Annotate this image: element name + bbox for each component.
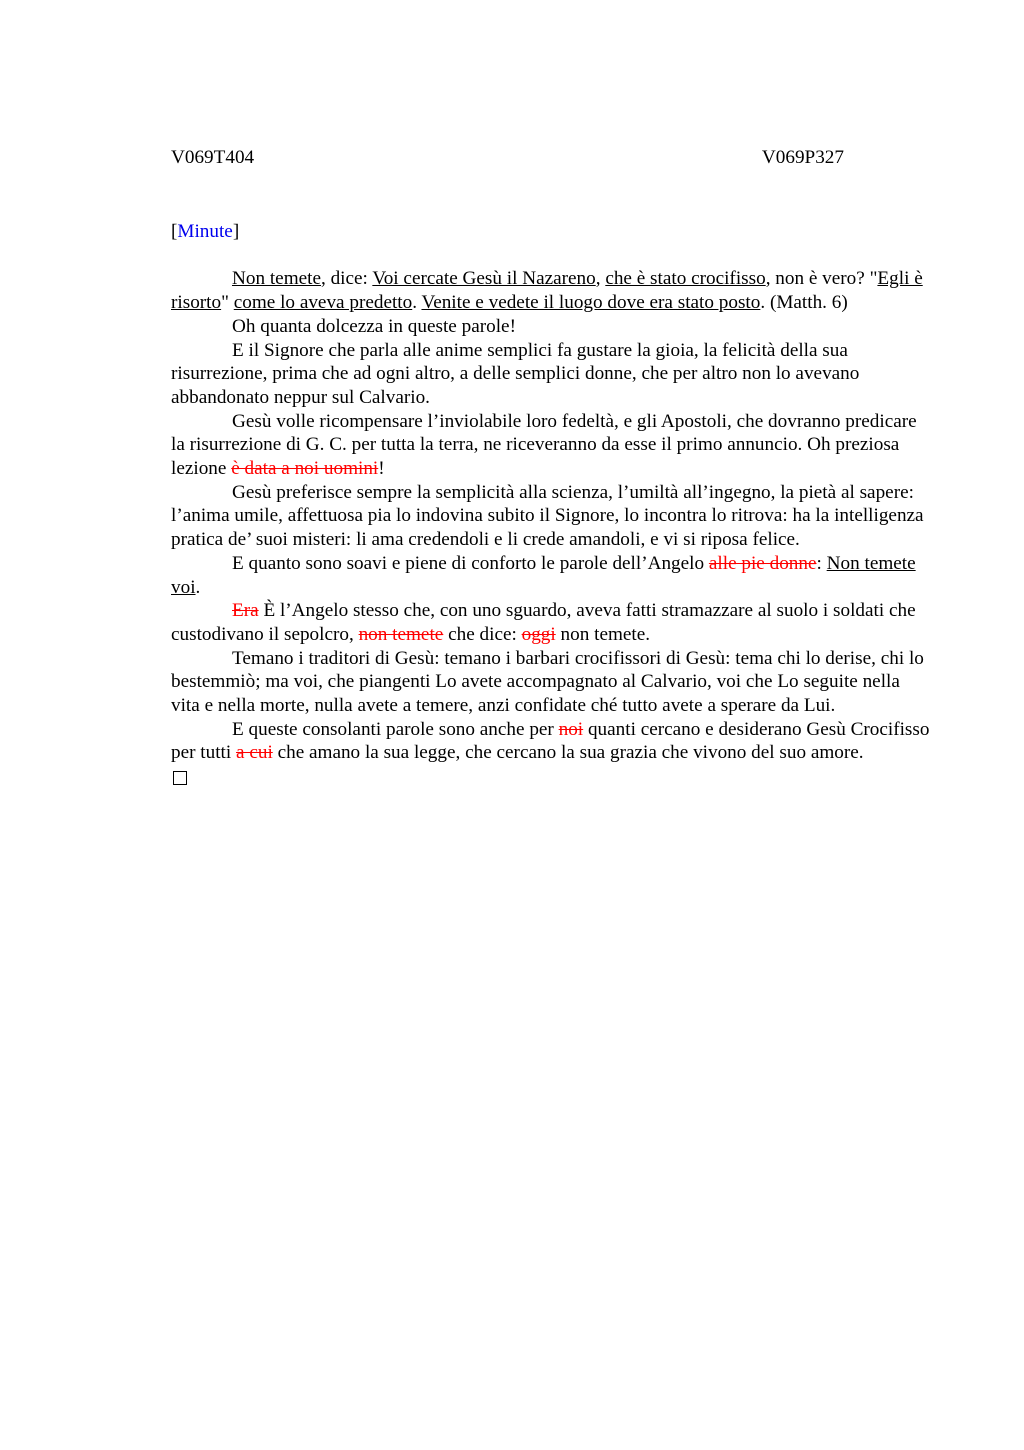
underlined-phrase: Non temete	[232, 268, 321, 290]
text-run: Gesù volle ricompensare l’inviolabile loro fedeltà, e gli Apostoli, che dovranno predicare la risurrezione di G. C. per tutta la terra, ne riceveranno da esse il primo annuncio. Oh preziosa lezione	[171, 410, 917, 480]
text-run: .	[195, 576, 201, 598]
body-text	[171, 267, 931, 791]
underlined-phrase: Non temete voi	[171, 552, 916, 598]
section-label	[171, 220, 931, 244]
paragraph-3: E il Signore che parla alle anime semplici fa gustare la gioia, la felicità della sua risurrezione, prima che ad ogni altro, a delle semplici donne, che per altro non lo avevano abbandonato neppur sul Calvario.	[171, 339, 860, 408]
text-run: . (Matth. 6)	[760, 292, 848, 314]
text-run: non temete.	[555, 623, 651, 645]
text-run: che amano la sua legge, che cercano la sua grazia che vivono del suo amore.	[272, 742, 864, 764]
deleted-text: oggi	[521, 623, 556, 645]
text-run: E queste consolanti parole sono anche per	[232, 718, 559, 740]
deleted-text: è data a noi uomini	[231, 458, 379, 480]
minute-link[interactable]: Minute	[177, 220, 233, 242]
header	[171, 146, 844, 170]
text-run: È l’Angelo stesso che, con uno sguardo, aveva fatti stramazzare al suolo i soldati che custodivano il sepolcro,	[171, 600, 916, 645]
paragraph-8: Temano i traditori di Gesù: temano i barbari crocifissori di Gesù: tema chi lo derise, chi lo bestemmiò; ma voi, che piangenti Lo avete accompagnato al Calvario, voi che Lo seguite nella vita e nella morte, nulla avete a temere, anzi confidate ché tutto avete a sperare da Lui.	[171, 647, 924, 717]
paragraph-2: Oh quanta dolcezza in queste parole!	[232, 315, 516, 337]
text-run: , dice:	[320, 268, 373, 290]
underlined-phrase: che è stato crocifisso	[605, 268, 766, 290]
document-page	[171, 146, 931, 792]
bracket-open: [	[171, 220, 178, 242]
deleted-text: non temete	[358, 623, 444, 645]
paragraph-6	[171, 552, 931, 599]
text-run: , non è vero? "	[765, 268, 878, 290]
header-left-code: V069T404	[171, 147, 255, 168]
deleted-text: a cui	[236, 742, 273, 764]
text-run: "	[221, 292, 234, 314]
text-run: .	[412, 292, 422, 314]
underlined-phrase: Voi cercate Gesù il Nazareno	[372, 268, 596, 290]
text-run: quanti cercano e desiderano Gesù Crocifisso per tutti	[171, 718, 930, 764]
underlined-phrase: Egli è risorto	[171, 268, 923, 314]
end-marker	[171, 765, 931, 792]
header-right-code: V069P327	[761, 147, 844, 168]
text-run: che dice:	[443, 623, 522, 645]
paragraph-4	[171, 410, 931, 481]
text-run: :	[816, 552, 827, 574]
deleted-text: noi	[558, 718, 584, 740]
underlined-phrase: come lo aveva predetto	[233, 292, 413, 314]
underlined-phrase: Venite e vedete il luogo dove era stato posto	[421, 292, 761, 314]
paragraph-9	[171, 718, 931, 765]
text-run: !	[378, 458, 385, 480]
deleted-text: Era	[232, 600, 259, 622]
square-box-icon	[173, 771, 187, 785]
bracket-close: ]	[232, 220, 240, 242]
paragraph-7	[171, 599, 931, 646]
text-run: ,	[595, 268, 606, 290]
paragraph-5: Gesù preferisce sempre la semplicità alla scienza, l’umiltà all’ingegno, la pietà al sapere: l’anima umile, affettuosa pia lo indovina subito il Signore, lo incontra lo ritrova: ha la intelligenza pratica de’ suoi misteri: li ama credendoli e li crede amandoli, e vi si riposa felice.	[171, 481, 924, 551]
paragraph-1	[171, 267, 931, 314]
deleted-text: alle pie donne	[708, 552, 817, 574]
text-run: E quanto sono soavi e piene di conforto le parole dell’Angelo	[232, 552, 709, 574]
